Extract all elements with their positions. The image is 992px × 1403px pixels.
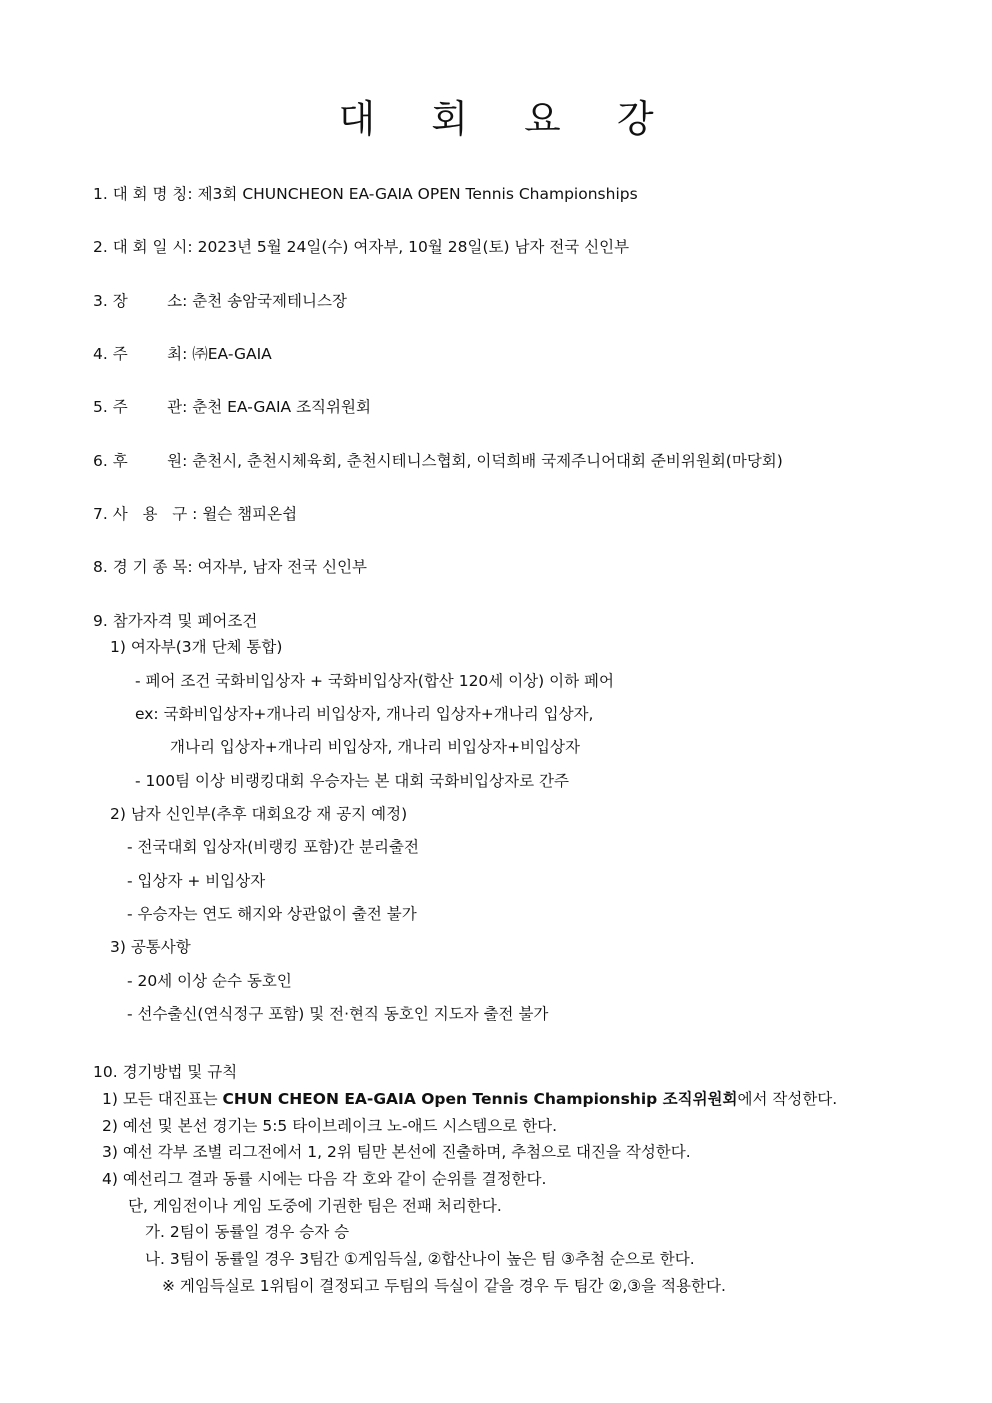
info-item-organizer — [93, 397, 371, 417]
section-9-line: ex: 국화비입상자+개나리 비입상자, 개나리 입상자+개나리 입상자, — [135, 705, 594, 723]
section-10-rule-1 — [102, 1089, 837, 1109]
info-value: 제3회 CHUNCHEON EA-GAIA OPEN Tennis Championships — [197, 185, 638, 203]
section-10-line: 가. 2팀이 동률일 경우 승자 승 — [145, 1223, 350, 1241]
section-10-note: ※ 게임득실로 1위팀이 결정되고 두팀의 득실이 같을 경우 두 팀간 ②,③을 적용한다. — [162, 1277, 726, 1295]
section-9-line: 2) 남자 신인부(추후 대회요강 재 공지 예정) — [110, 805, 408, 823]
info-label: 경 기 종 목: — [112, 558, 193, 576]
rule-1-organizer: CHUN CHEON EA-GAIA Open Tennis Championship 조직위원회 — [222, 1090, 738, 1108]
info-num: 7. — [93, 505, 108, 523]
info-value: 춘천시, 춘천시체육회, 춘천시테니스협회, 이덕희배 국제주니어대회 준비위원회(마당회) — [192, 452, 783, 470]
info-item-sponsor — [93, 451, 783, 471]
info-value: 2023년 5월 24일(수) 여자부, 10월 28일(토) 남자 전국 신인부 — [197, 238, 630, 256]
section-9-line: - 선수출신(연식정구 포함) 및 전·현직 동호인 지도자 출전 불가 — [127, 1005, 549, 1023]
section-10-heading: 10. 경기방법 및 규칙 — [93, 1063, 238, 1081]
info-label: 대 회 일 시: — [112, 238, 193, 256]
section-9-line: - 입상자 + 비입상자 — [127, 872, 266, 890]
section-10-line: 3) 예선 각부 조별 리그전에서 1, 2위 팀만 본선에 진출하며, 추첨으로 대진을 작성한다. — [102, 1143, 691, 1161]
info-label: 주 관: — [112, 398, 188, 416]
info-item-host — [93, 344, 272, 364]
info-label: 사 용 구 : — [112, 505, 198, 523]
info-num: 3. — [93, 292, 108, 310]
info-value: ㈜EA-GAIA — [192, 345, 272, 363]
section-9-heading: 9. 참가자격 및 페어조건 — [93, 612, 258, 630]
section-10-line: 2) 예선 및 본선 경기는 5:5 타이브레이크 노-애드 시스템으로 한다. — [102, 1117, 558, 1135]
page-title: 대 회 요 강 — [338, 97, 676, 141]
info-num: 4. — [93, 345, 108, 363]
section-9-line: - 우승자는 연도 해지와 상관없이 출전 불가 — [127, 905, 417, 923]
section-10-line: 단, 게임전이나 게임 도중에 기권한 팀은 전패 처리한다. — [128, 1197, 502, 1215]
info-value: 춘천 송암국제테니스장 — [192, 292, 347, 310]
info-num: 5. — [93, 398, 108, 416]
section-10-line: 나. 3팀이 동률일 경우 3팀간 ①게임득실, ②합산나이 높은 팀 ③추첨 순으로 한다. — [145, 1250, 695, 1268]
info-num: 1. — [93, 185, 108, 203]
info-label: 주 최: — [112, 345, 188, 363]
info-num: 6. — [93, 452, 108, 470]
section-9-line: - 전국대회 입상자(비랭킹 포함)간 분리출전 — [127, 838, 419, 856]
info-value: 윌슨 챔피온쉽 — [202, 505, 298, 523]
info-value: 춘천 EA-GAIA 조직위원회 — [192, 398, 371, 416]
section-9-line: 개나리 입상자+개나리 비입상자, 개나리 비입상자+비입상자 — [170, 738, 580, 756]
info-label: 후 원: — [112, 452, 188, 470]
info-item-ball — [93, 504, 297, 524]
section-9-line: - 20세 이상 순수 동호인 — [127, 972, 292, 990]
section-9-line: 1) 여자부(3개 단체 통합) — [110, 638, 283, 656]
section-9-line: - 100팀 이상 비랭킹대회 우승자는 본 대회 국화비입상자로 간주 — [135, 772, 569, 790]
section-9-line: 3) 공통사항 — [110, 938, 191, 956]
section-10-line: 4) 예선리그 결과 동률 시에는 다음 각 호와 같이 순위를 결정한다. — [102, 1170, 547, 1188]
info-num: 2. — [93, 238, 108, 256]
info-label: 장 소: — [112, 292, 188, 310]
info-item-venue — [93, 291, 347, 311]
rule-1-prefix: 1) 모든 대진표는 — [102, 1090, 223, 1108]
info-item-date — [93, 237, 629, 257]
section-9-line: - 페어 조건 국화비입상자 + 국화비입상자(합산 120세 이상) 이하 페어 — [135, 672, 614, 690]
info-item-name — [93, 184, 638, 204]
info-value: 여자부, 남자 전국 신인부 — [197, 558, 368, 576]
info-num: 8. — [93, 558, 108, 576]
rule-1-suffix: 에서 작성한다. — [737, 1090, 838, 1108]
info-item-events — [93, 557, 367, 577]
info-label: 대 회 명 칭: — [112, 185, 193, 203]
